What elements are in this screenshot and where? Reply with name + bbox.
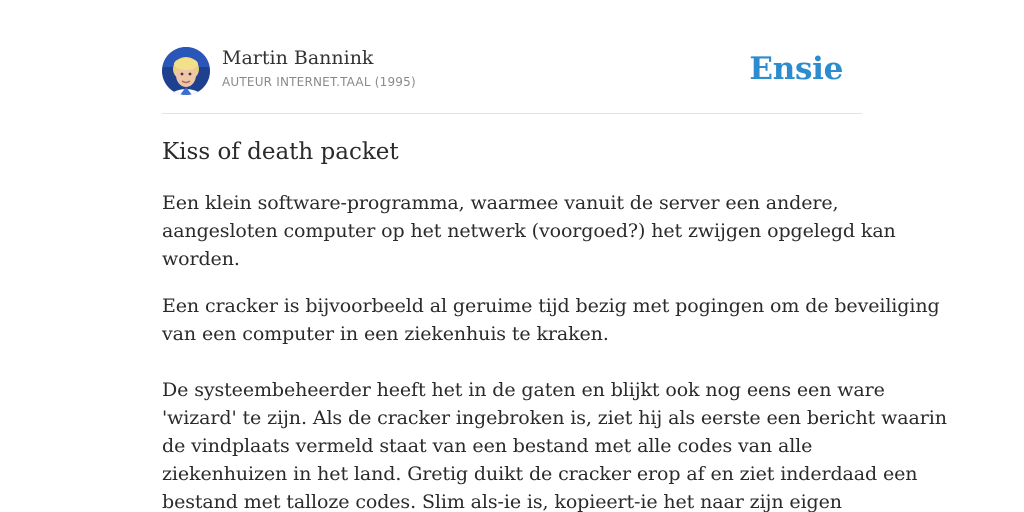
article-card <box>162 0 947 512</box>
paragraph-line: Een cracker is bijvoorbeeld al geruime tijd bezig met pogingen om de beveiliging <box>162 295 940 317</box>
brand-logo[interactable]: Ensie <box>749 51 843 87</box>
article-header <box>162 0 862 114</box>
author-role: AUTEUR INTERNET.TAAL (1995) <box>222 75 416 89</box>
article-paragraph <box>162 189 896 273</box>
paragraph-line: worden. <box>162 248 240 270</box>
article-body <box>162 189 947 512</box>
author-portrait-icon <box>162 47 210 95</box>
paragraph-line: 'wizard' te zijn. Als de cracker ingebroken is, ziet hij als eerste een bericht waarin <box>162 407 947 429</box>
paragraph-line: de vindplaats vermeld staat van een bestand met alle codes van alle <box>162 435 813 457</box>
paragraph-line: bestand met talloze codes. Slim als-ie is, kopieert-ie het naar zijn eigen <box>162 491 842 512</box>
paragraph-line: van een computer in een ziekenhuis te kraken. <box>162 323 609 345</box>
paragraph-line: ziekenhuizen in het land. Gretig duikt de cracker erop af en ziet inderdaad een <box>162 463 918 485</box>
article-title: Kiss of death packet <box>162 139 399 165</box>
author-name[interactable]: Martin Bannink <box>222 47 374 69</box>
paragraph-line: De systeembeheerder heeft het in de gaten en blijkt ook nog eens een ware <box>162 379 885 401</box>
author-avatar[interactable] <box>162 47 210 95</box>
paragraph-break <box>162 348 862 376</box>
article-paragraph <box>162 292 947 512</box>
paragraph-line: aangesloten computer op het netwerk (voorgoed?) het zwijgen opgelegd kan <box>162 220 896 242</box>
paragraph-line: Een klein software-programma, waarmee vanuit de server een andere, <box>162 192 839 214</box>
